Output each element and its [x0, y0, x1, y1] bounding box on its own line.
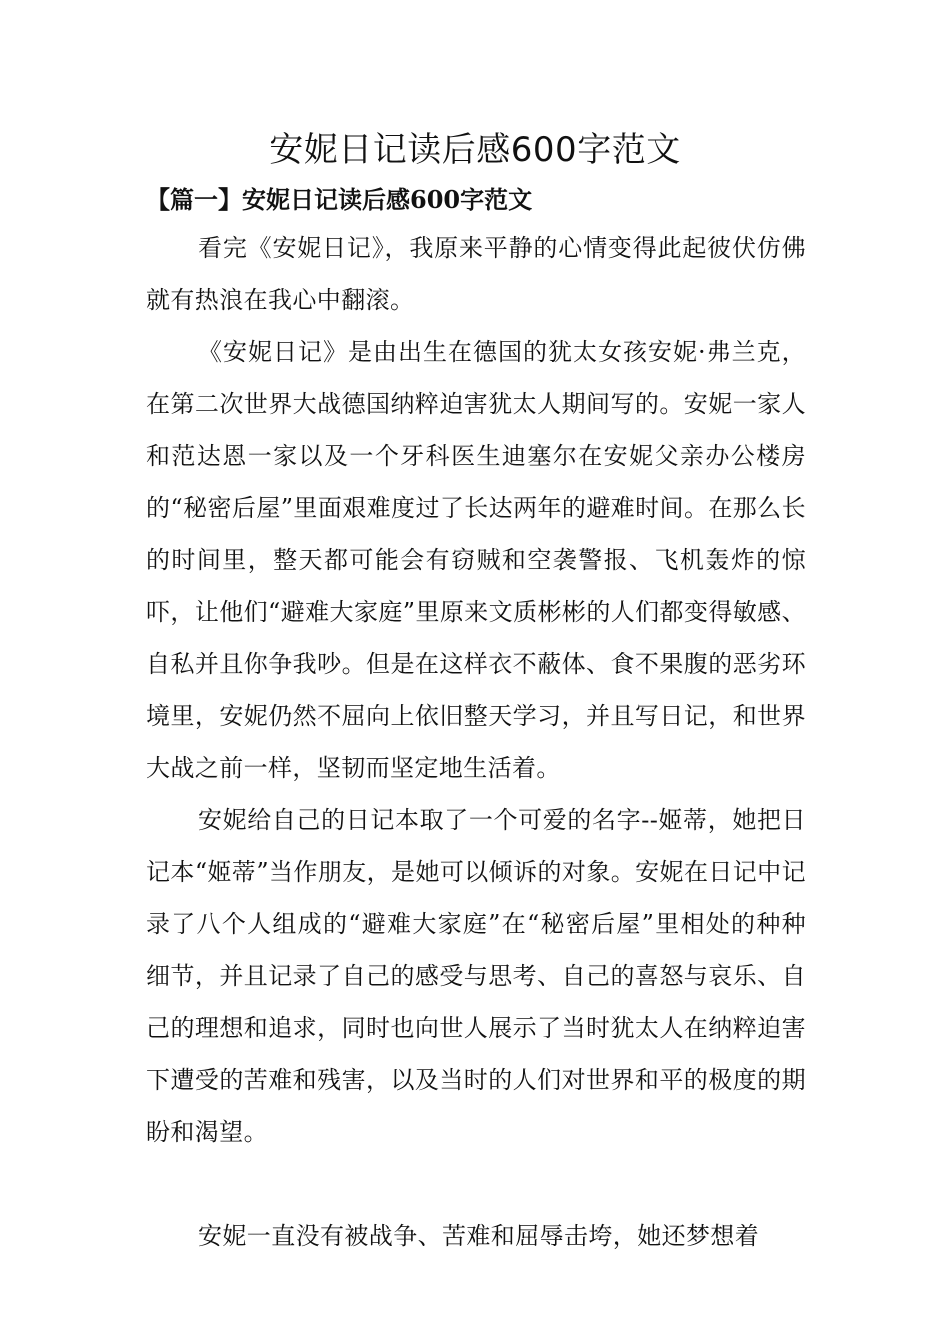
paragraph: 看完《安妮日记》，我原来平静的心情变得此起彼伏仿佛就有热浪在我心中翻滚。	[146, 234, 806, 314]
paragraph: 安妮一直没有被战争、苦难和屈辱击垮，她还梦想着	[198, 1222, 760, 1250]
document-title: 安妮日记读后感600字范文	[269, 130, 681, 170]
paragraph: 《安妮日记》是由出生在德国的犹太女孩安妮·弗兰克，在第二次世界大战德国纳粹迫害犹太人期间写的。安妮一家人和范达恩一家以及一个牙科医生迪塞尔在安妮父亲办公楼房的“秘密后屋”里面艰难度过了长达两年的避难时间。在那么长的时间里，整天都可能会有窃贼和空袭警报、飞机轰炸的惊吓，让他们“避难大家庭”里原来文质彬彬的人们都变得敏感、自私并且你争我吵。但是在这样衣不蔽体、食不果腹的恶劣环境里，安妮仍然不屈向上依旧整天学习，并且写日记，和世界大战之前一样，坚韧而坚定地生活着。	[146, 338, 806, 782]
paragraph: 安妮给自己的日记本取了一个可爱的名字--姬蒂，她把日记本“姬蒂”当作朋友，是她可以倾诉的对象。安妮在日记中记录了八个人组成的“避难大家庭”在“秘密后屋”里相处的种种细节，并且记录了自己的感受与思考、自己的喜怒与哀乐、自己的理想和追求，同时也向世人展示了当时犹太人在纳粹迫害下遭受的苦难和残害，以及当时的人们对世界和平的极度的期盼和渴望。	[146, 806, 806, 1146]
section-heading: 【篇一】安妮日记读后感600字范文	[146, 185, 533, 214]
document-body	[146, 222, 806, 1262]
